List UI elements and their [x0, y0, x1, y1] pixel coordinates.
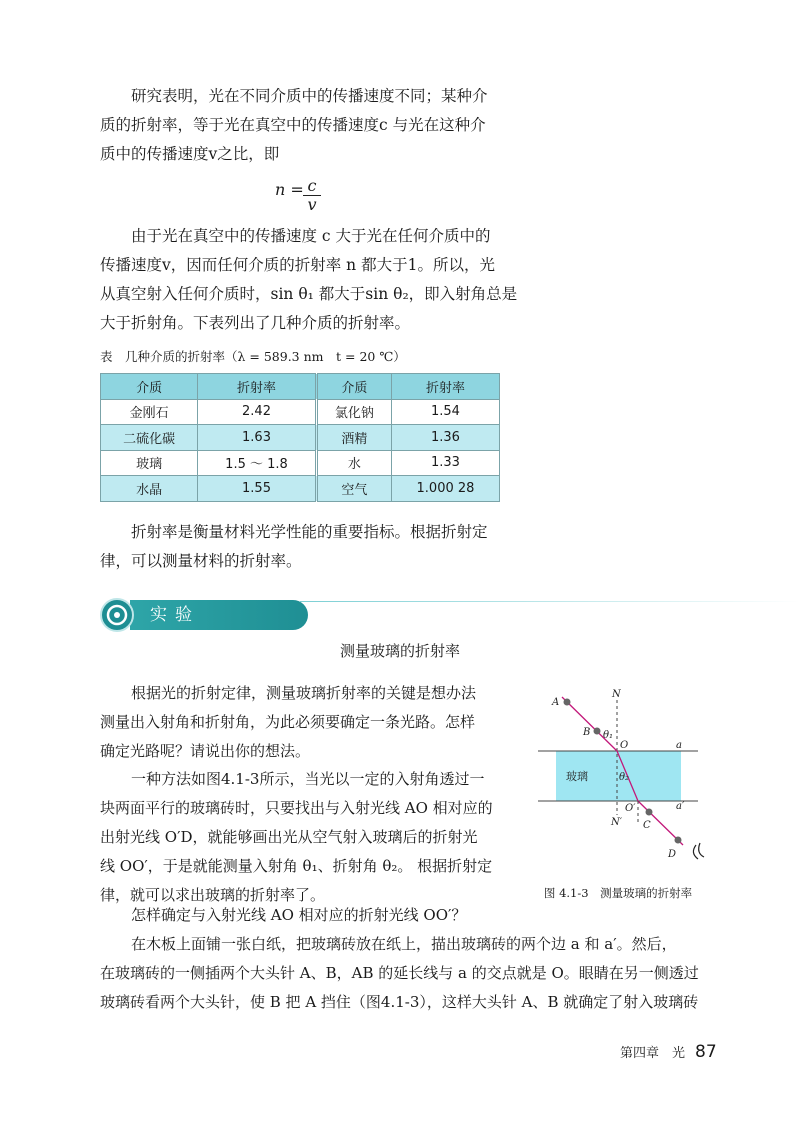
experiment-paragraph-4	[100, 930, 700, 1017]
table-cell: 水晶	[101, 476, 198, 502]
text-line: 玻璃砖看两个大头针，使 B 把 A 挡住（图4.1-3），这样大头针 A、B 就确定了射入玻璃砖	[100, 993, 699, 1011]
table-cell: 1.33	[391, 450, 499, 476]
table-cell: 空气	[316, 476, 391, 502]
table-cell: 金刚石	[101, 399, 198, 425]
label-theta1: θ₁	[603, 730, 614, 741]
label-theta2: θ₂	[619, 772, 630, 783]
formula-fraction	[303, 178, 321, 213]
label-edge-a: a	[676, 740, 682, 751]
label-d-pin: D	[668, 849, 677, 860]
table-row	[101, 399, 500, 425]
header-index: 折射率	[198, 374, 317, 400]
incident-ray	[562, 697, 617, 751]
table-cell: 2.42	[198, 399, 317, 425]
pin-b	[594, 728, 601, 735]
header-medium: 介质	[316, 374, 391, 400]
summary-paragraph	[100, 518, 500, 576]
text-line: 根据光的折射定律，测量玻璃折射率的关键是想办法	[131, 684, 477, 702]
banner-label: 实验	[130, 600, 308, 630]
text-line: 大于折射角。下表列出了几种介质的折射率。	[100, 314, 411, 332]
text-line: 块两面平行的玻璃砖时，只要找出与入射光线 AO 相对应的	[100, 799, 493, 817]
label-edge-a-prime: a′	[676, 801, 685, 812]
header-index: 折射率	[391, 374, 499, 400]
refractive-index-table	[100, 373, 500, 502]
table-row	[101, 425, 500, 451]
text-line: 质中的传播速度v之比，即	[100, 145, 280, 163]
chapter-title: 第四章 光	[620, 1046, 686, 1061]
experiment-paragraph-2	[100, 765, 505, 910]
experiment-title: 测量玻璃的折射率	[339, 642, 460, 660]
formula-numerator: c	[307, 176, 317, 195]
pin-c	[646, 809, 653, 816]
page-number: 87	[695, 1042, 717, 1062]
table-cell: 1.36	[391, 425, 499, 451]
text-line: 一种方法如图4.1-3所示，当光以一定的入射角透过一	[131, 770, 485, 788]
experiment-paragraph-1	[100, 679, 505, 766]
explanation-paragraph	[100, 222, 518, 338]
formula-lhs: n =	[275, 180, 304, 199]
label-normal-n-prime: N′	[611, 817, 623, 828]
table-cell: 水	[316, 450, 391, 476]
text-line: 研究表明，光在不同介质中的传播速度不同；某种介	[131, 87, 488, 105]
experiment-question	[100, 901, 505, 930]
text-line: 折射率是衡量材料光学性能的重要指标。根据折射定	[131, 523, 488, 541]
label-point-o: O	[620, 740, 629, 751]
formula-denominator: v	[307, 195, 317, 214]
text-line: 从真空射入任何介质时，sin θ₁ 都大于sin θ₂，即入射角总是	[100, 285, 518, 303]
text-line: 传播速度v，因而任何介质的折射率 n 都大于1。所以，光	[100, 256, 495, 274]
label-a-pin: A	[552, 697, 560, 708]
text-line: 律，就可以求出玻璃的折射率了。	[100, 886, 326, 904]
table-cell: 1.55	[198, 476, 317, 502]
text-line: 在玻璃砖的一侧插两个大头针 A、B，AB 的延长线与 a 的交点就是 O。眼睛在另一侧透过	[100, 964, 699, 982]
table-cell: 玻璃	[101, 450, 198, 476]
text-line: 怎样确定与入射光线 AO 相对应的折射光线 OO′？	[131, 906, 467, 924]
table-row	[101, 450, 500, 476]
text-line: 质的折射率，等于光在真空中的传播速度c 与光在这种介	[100, 116, 486, 134]
label-c-pin: C	[643, 820, 651, 831]
intro-paragraph	[100, 82, 500, 169]
refractive-index-formula	[275, 176, 317, 214]
eye-icon	[693, 843, 704, 859]
label-normal-n: N	[612, 689, 621, 700]
table-cell: 二硫化碳	[101, 425, 198, 451]
label-b-pin: B	[583, 727, 591, 738]
label-glass: 玻璃	[566, 770, 588, 783]
table-cell: 1.54	[391, 399, 499, 425]
text-line: 在木板上面铺一张白纸，把玻璃砖放在纸上，描出玻璃砖的两个边 a 和 a′。然后，	[131, 935, 677, 953]
label-point-o-prime: O′	[625, 803, 636, 814]
text-line: 出射光线 O′D，就能够画出光从空气射入玻璃后的折射光	[100, 828, 478, 846]
refraction-diagram	[528, 685, 708, 870]
experiment-banner	[100, 598, 700, 632]
text-line: 线 OO′，于是就能测量入射角 θ₁、折射角 θ₂。 根据折射定	[100, 857, 493, 875]
text-line: 确定光路呢？请说出你的想法。	[100, 742, 311, 760]
table-row	[101, 476, 500, 502]
table-cell: 酒精	[316, 425, 391, 451]
text-line: 律，可以测量材料的折射率。	[100, 552, 302, 570]
table-caption: 表 几种介质的折射率（λ = 589.3 nm t = 20 ℃）	[100, 349, 406, 364]
pin-d	[675, 837, 682, 844]
table-header-row	[101, 374, 500, 400]
text-line: 测量出入射角和折射角，为此必须要确定一条光路。怎样	[100, 713, 476, 731]
experiment-badge-icon	[100, 598, 134, 632]
page-footer	[620, 1042, 717, 1062]
table-cell: 1.000 28	[391, 476, 499, 502]
table-cell: 氯化钠	[316, 399, 391, 425]
pin-a	[564, 699, 571, 706]
text-line: 由于光在真空中的传播速度 c 大于光在任何介质中的	[131, 227, 491, 245]
banner-rule	[300, 601, 800, 602]
table-cell: 1.63	[198, 425, 317, 451]
table-cell: 1.5 ～ 1.8	[198, 450, 317, 476]
figure-caption: 图 4.1-3 测量玻璃的折射率	[543, 886, 693, 900]
header-medium: 介质	[101, 374, 198, 400]
